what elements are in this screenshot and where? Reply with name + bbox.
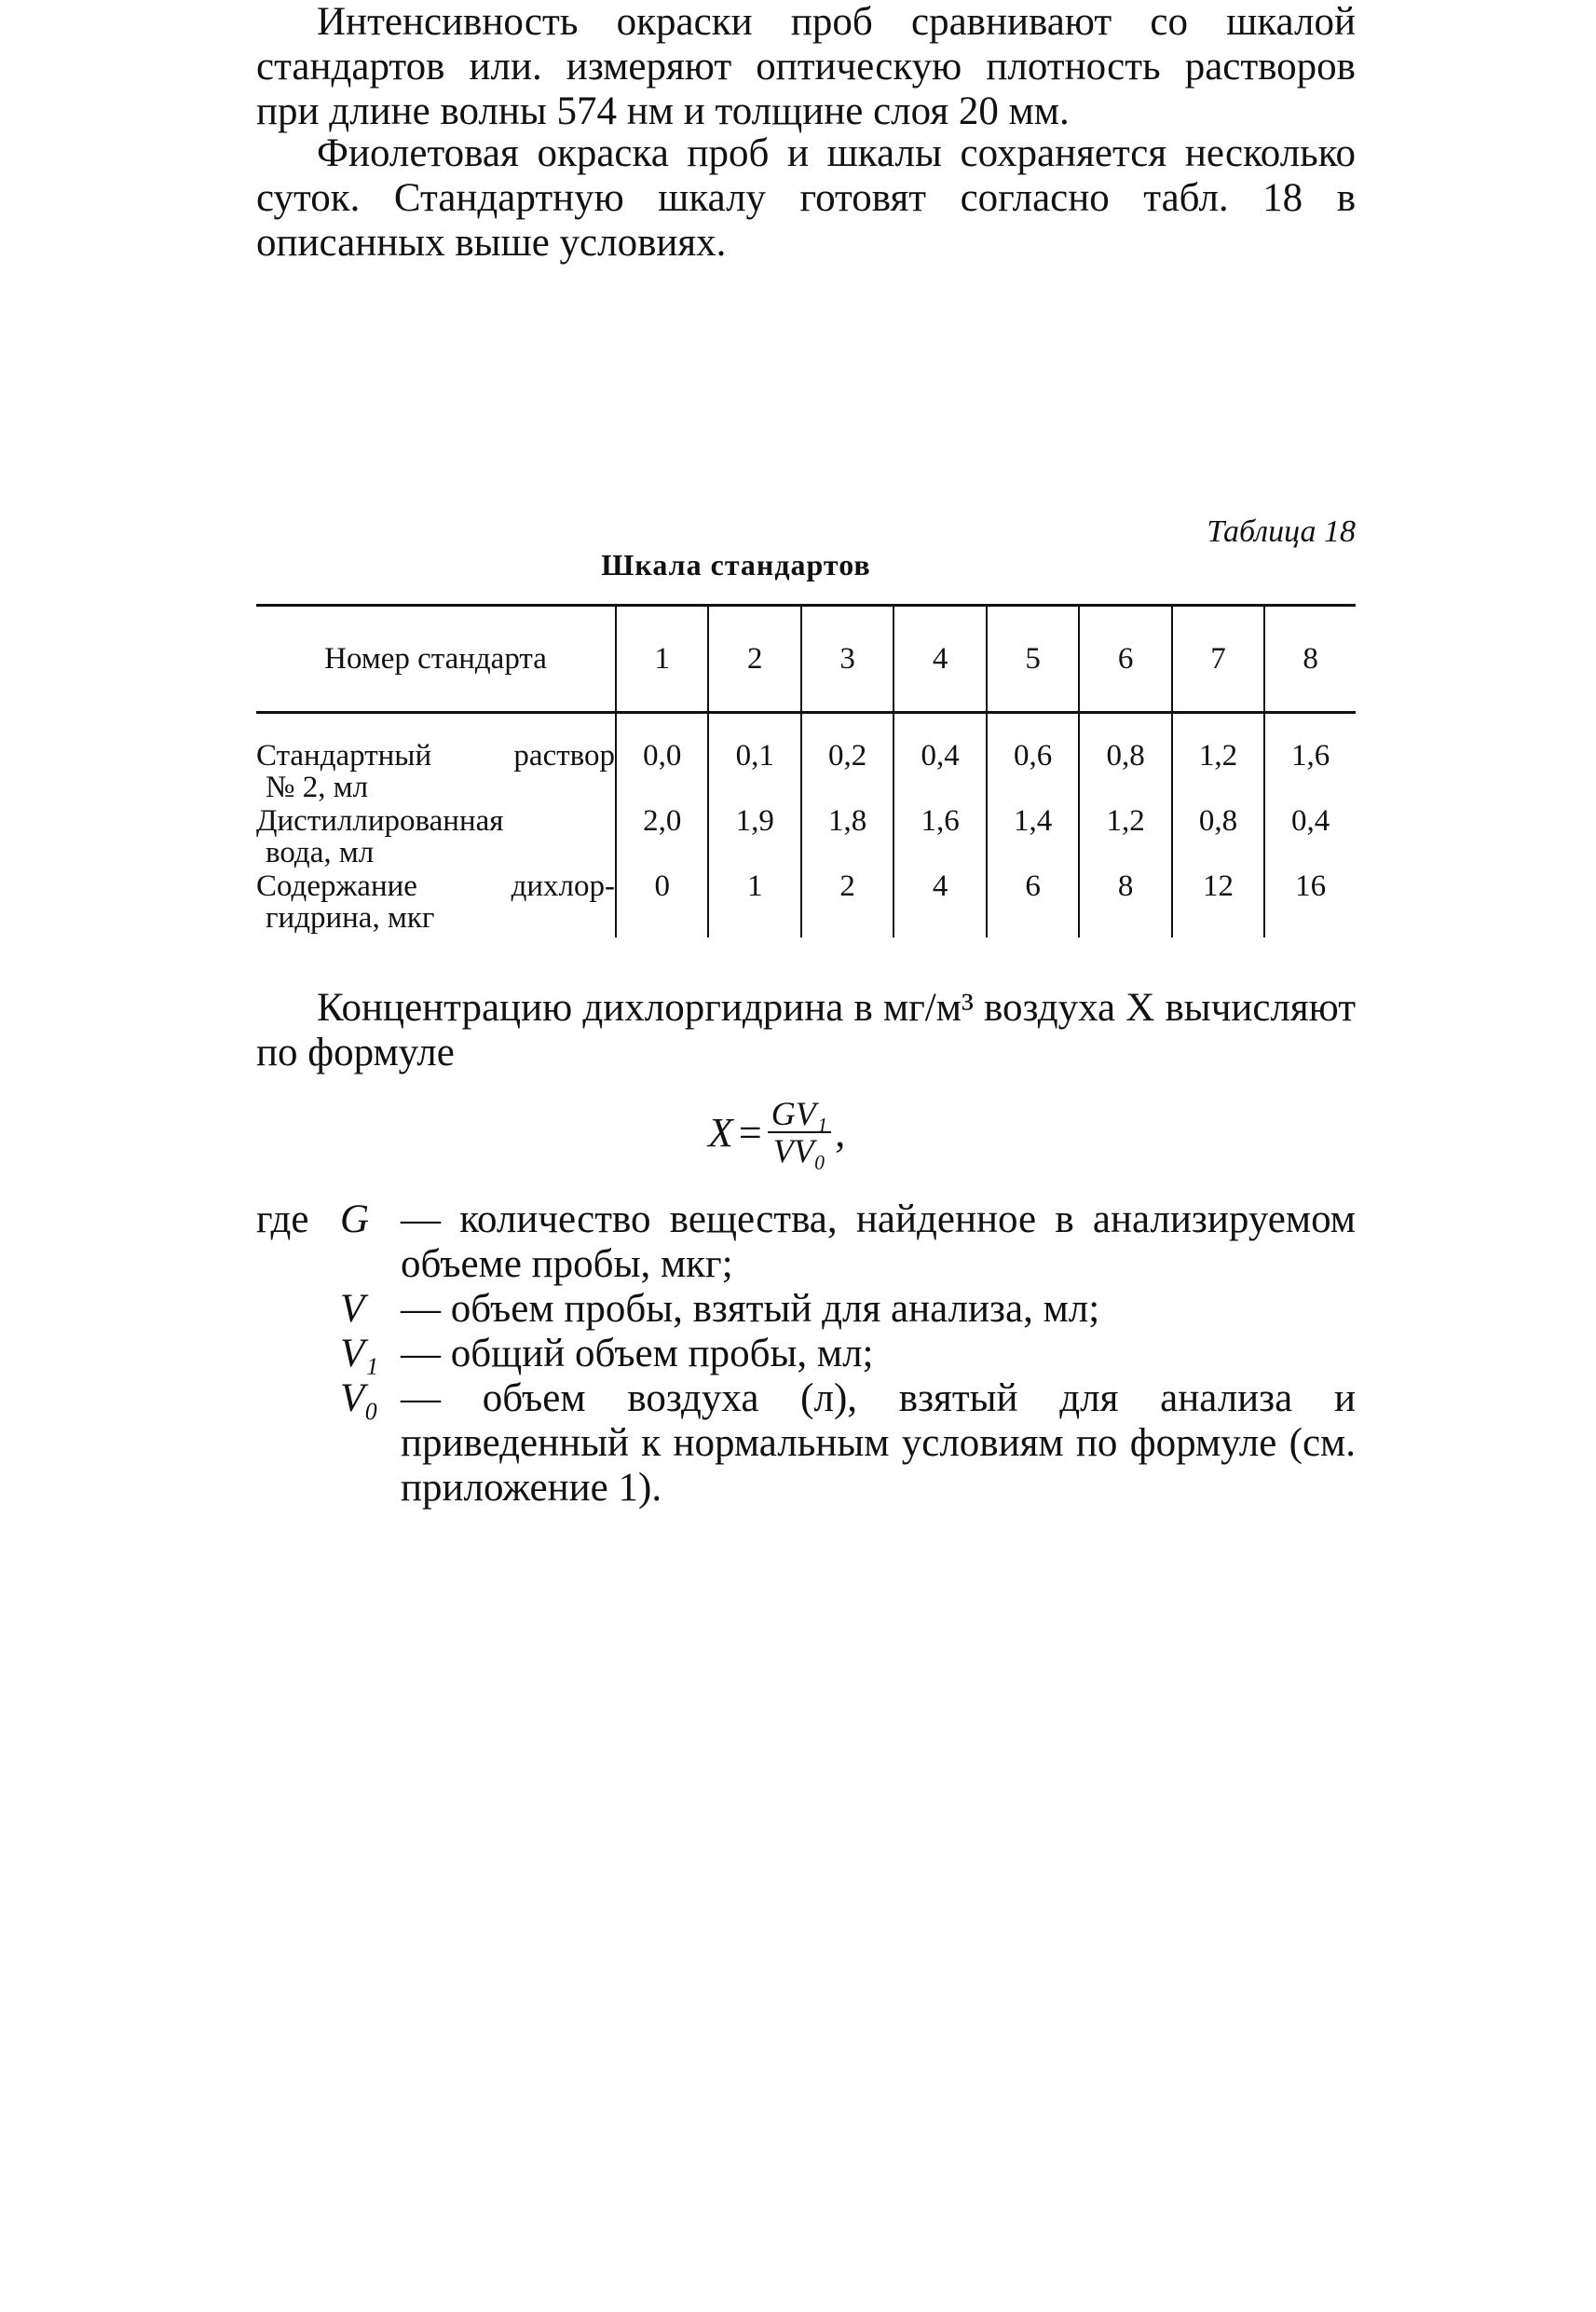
table-cell: 4 [893,870,986,937]
header-col-3: 3 [801,606,893,713]
table-caption: Таблица 18 [1207,514,1356,549]
table-cell: 0 [616,870,708,937]
paragraph-coloring: Фиолетовая окраска проб и шкалы сохраняется несколько суток. Стандартную шкалу готовят согласно табл. 18 в описанных выше условиях. [256,131,1356,265]
table-cell: 2 [801,870,893,937]
table-cell: 1,2 [1079,805,1171,870]
table-row [256,870,1356,937]
standards-table [256,604,1356,937]
header-col-6: 6 [1079,606,1171,713]
formula-fraction [768,1096,832,1169]
definition-text: — количество вещества, найденное в анализируемом объеме пробы, мкг; [401,1197,1356,1286]
table-cell: 1 [708,870,800,937]
formula-numerator: GV₁ [768,1096,832,1133]
table-cell: 1,9 [708,805,800,870]
definition-symbol: G [340,1197,370,1241]
definition-text: — общий объем пробы, мл; [401,1332,874,1375]
table-cell: 1,4 [987,805,1079,870]
row-label-cell [256,805,616,870]
header-col-4: 4 [893,606,986,713]
formula-comma: , [835,1109,846,1156]
header-col-1: 1 [616,606,708,713]
formula-denominator: VV₀ [772,1132,826,1170]
table-cell: 0,2 [801,713,893,806]
formula [708,1090,845,1174]
formula-equals: = [738,1109,762,1156]
row-label: Содержание дихлор- [256,869,615,903]
header-col-5: 5 [987,606,1079,713]
table-title: Шкала стандартов [601,548,871,581]
table-cell: 8 [1079,870,1171,937]
row-label-cont: вода, мл [266,836,375,869]
header-standard-number: Номер стандарта [256,606,616,713]
table-cell: 0,8 [1172,805,1264,870]
formula-intro: Концентрацию дихлоргидрина в мг/м³ воздуха X вычисляют по формуле [256,986,1356,1074]
table-cell: 0,1 [708,713,800,806]
definition-symbol: V₀ [340,1376,379,1420]
definition-text: — объем пробы, взятый для анализа, мл; [401,1287,1100,1331]
definition-symbol: V₁ [340,1332,379,1375]
header-col-2: 2 [708,606,800,713]
definitions-lead: где [256,1197,309,1241]
table-cell: 12 [1172,870,1264,937]
table-cell: 2,0 [616,805,708,870]
table-cell: 1,6 [893,805,986,870]
variable-definitions [256,1197,1356,1511]
table-row [256,713,1356,806]
table-cell: 1,2 [1172,713,1264,806]
table-cell: 1,6 [1264,713,1356,806]
header-col-8: 8 [1264,606,1356,713]
definition-item [256,1332,1356,1376]
row-label: Стандартный раствор [256,739,615,773]
definition-item [256,1376,1356,1511]
definition-item [256,1287,1356,1332]
table-cell: 1,8 [801,805,893,870]
table-cell: 16 [1264,870,1356,937]
row-label-cont: гидрина, мкг [266,901,435,935]
formula-lhs: X [708,1109,733,1156]
table-cell: 0,4 [1264,805,1356,870]
header-col-7: 7 [1172,606,1264,713]
table-cell: 0,0 [616,713,708,806]
table-cell: 0,4 [893,713,986,806]
paragraph-intensity: Интенсивность окраски проб сравнивают со шкалой стандартов или. измеряют оптическую плотность растворов при длине волны 574 нм и толщине слоя 20 мм. [256,0,1356,133]
table-cell: 0,8 [1079,713,1171,806]
definition-symbol: V [340,1287,365,1331]
row-label-cell [256,713,616,806]
table-cell: 0,6 [987,713,1079,806]
table-cell: 6 [987,870,1079,937]
definition-item [256,1197,1356,1287]
row-label: Дистиллированная [256,804,504,838]
row-label-cont: № 2, мл [266,771,369,804]
definition-text: — объем воздуха (л), взятый для анализа и приведенный к нормальным условиям по формуле (см. приложение 1). [401,1376,1356,1510]
row-label-cell [256,870,616,937]
table-row [256,805,1356,870]
table-header-row [256,606,1356,713]
